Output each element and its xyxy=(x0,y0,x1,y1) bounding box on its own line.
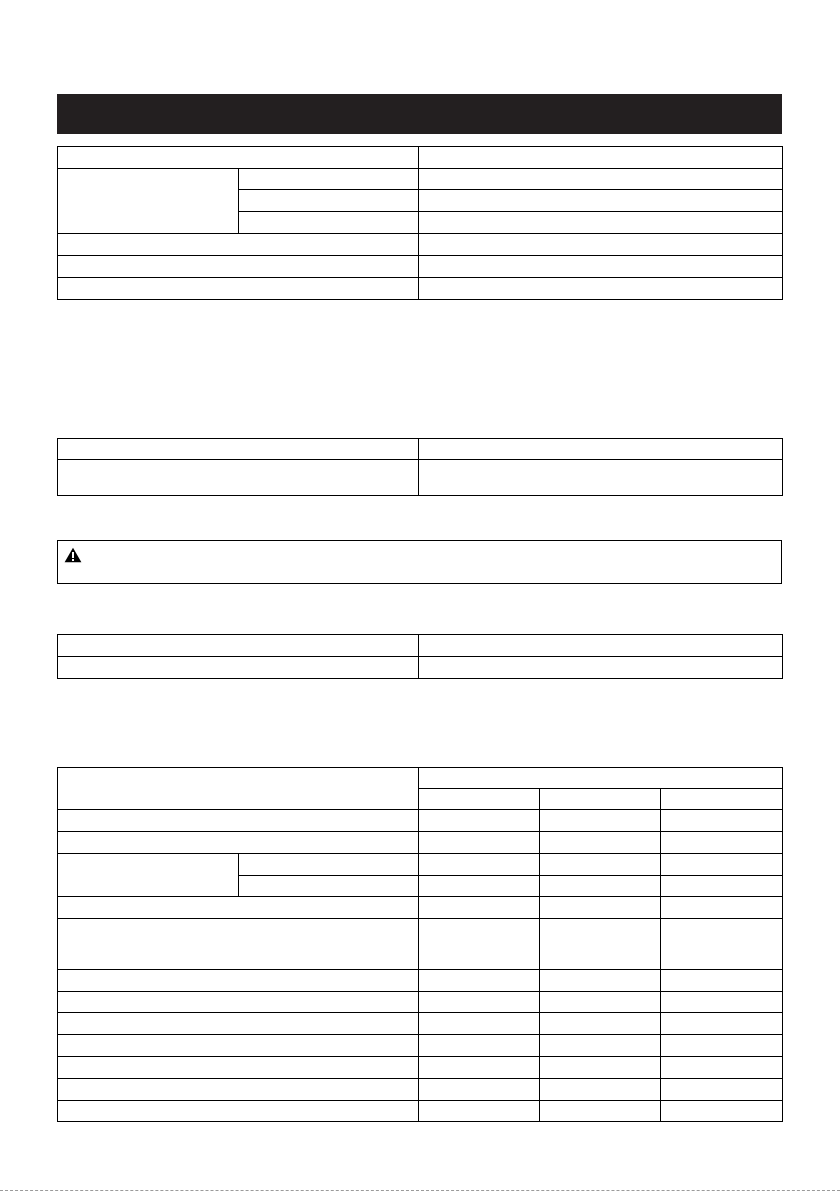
table-cell-value xyxy=(661,897,783,919)
table-cell-value xyxy=(419,635,783,657)
table-cell-value xyxy=(540,1035,661,1057)
table-cell-value xyxy=(419,876,540,897)
table-cell-label xyxy=(58,1013,419,1035)
table-cell-label xyxy=(58,460,419,496)
table-cell-label xyxy=(58,1101,419,1122)
warning-box xyxy=(57,540,782,584)
table-cell-sublabel xyxy=(239,876,419,897)
table-row xyxy=(58,992,783,1013)
table-cell-label xyxy=(58,832,419,854)
table-row xyxy=(58,1079,783,1101)
table-row xyxy=(58,460,783,496)
table-cell-value xyxy=(419,439,783,460)
table-cell-label xyxy=(58,657,419,679)
page-bottom-rule xyxy=(0,1190,840,1191)
table-cell-label xyxy=(58,1035,419,1057)
table-cell-value xyxy=(419,1101,540,1122)
table-cell-value xyxy=(419,992,540,1013)
table-cell-sublabel xyxy=(239,854,419,876)
table-cell-header-label xyxy=(58,768,419,810)
table-cell-value xyxy=(661,919,783,970)
table-row xyxy=(58,635,783,657)
table-row xyxy=(58,1057,783,1079)
table-cell-label xyxy=(58,256,419,278)
table-row xyxy=(58,854,783,876)
table-cell-label xyxy=(58,635,419,657)
table-row xyxy=(58,439,783,460)
table-cell-value xyxy=(419,460,783,496)
table-row xyxy=(58,810,783,832)
table-cell-value xyxy=(540,876,661,897)
table-cell-group-label xyxy=(58,854,239,897)
table-cell-label xyxy=(58,234,419,256)
table-cell-value xyxy=(661,970,783,992)
table-row xyxy=(58,256,783,278)
spec-table-2 xyxy=(57,438,783,496)
table-cell-value xyxy=(540,810,661,832)
table-cell-value xyxy=(419,1079,540,1101)
table-row xyxy=(58,657,783,679)
table-cell-value xyxy=(661,832,783,854)
table-cell-value xyxy=(419,1035,540,1057)
table-cell-value xyxy=(419,147,783,169)
spec-table-3 xyxy=(57,634,783,679)
table-cell-label xyxy=(58,970,419,992)
table-cell-sublabel xyxy=(239,212,419,234)
table-cell-value xyxy=(661,1079,783,1101)
table-row xyxy=(58,768,783,789)
table-cell-header-col xyxy=(661,789,783,810)
table-cell-value xyxy=(661,1057,783,1079)
table-cell-value xyxy=(661,854,783,876)
table-cell-value xyxy=(540,854,661,876)
spec-table-4 xyxy=(57,767,783,1122)
table-cell-value xyxy=(419,1013,540,1035)
table-row xyxy=(58,278,783,300)
spec-table-1 xyxy=(57,146,783,300)
table-cell-value xyxy=(419,832,540,854)
table-cell-value xyxy=(419,234,783,256)
table-row xyxy=(58,1035,783,1057)
table-cell-value xyxy=(540,1079,661,1101)
table-row xyxy=(58,897,783,919)
table-cell-value xyxy=(540,897,661,919)
table-cell-value xyxy=(419,169,783,190)
table-cell-value xyxy=(661,992,783,1013)
table-row xyxy=(58,919,783,970)
table-cell-value xyxy=(661,1013,783,1035)
table-cell-value xyxy=(419,854,540,876)
table-cell-label xyxy=(58,147,419,169)
table-cell-label xyxy=(58,278,419,300)
table-cell-value xyxy=(419,919,540,970)
table-row xyxy=(58,970,783,992)
table-cell-value xyxy=(419,278,783,300)
table-cell-value xyxy=(661,810,783,832)
table-cell-label xyxy=(58,919,419,970)
table-cell-value xyxy=(540,919,661,970)
table-cell-value xyxy=(540,1013,661,1035)
table-cell-sublabel xyxy=(239,169,419,190)
table-cell-value xyxy=(419,897,540,919)
table-cell-group-label xyxy=(58,169,239,234)
table-cell-value xyxy=(419,1057,540,1079)
table-cell-value xyxy=(661,1035,783,1057)
table-cell-label xyxy=(58,1057,419,1079)
table-row xyxy=(58,1101,783,1122)
table-cell-value xyxy=(419,212,783,234)
table-cell-value xyxy=(419,190,783,212)
table-row xyxy=(58,1013,783,1035)
table-cell-sublabel xyxy=(239,190,419,212)
table-cell-value xyxy=(540,832,661,854)
table-cell-value xyxy=(419,970,540,992)
table-cell-value xyxy=(419,810,540,832)
table-row xyxy=(58,147,783,169)
table-cell-header-col xyxy=(419,789,540,810)
table-cell-header-col xyxy=(540,789,661,810)
table-cell-label xyxy=(58,810,419,832)
table-cell-value xyxy=(661,1101,783,1122)
table-cell-value xyxy=(661,876,783,897)
table-cell-label xyxy=(58,897,419,919)
table-cell-label xyxy=(58,992,419,1013)
table-cell-label xyxy=(58,439,419,460)
table-cell-header-group xyxy=(419,768,783,789)
table-cell-value xyxy=(540,970,661,992)
table-cell-value xyxy=(540,992,661,1013)
table-row xyxy=(58,234,783,256)
table-cell-value xyxy=(419,657,783,679)
table-cell-value xyxy=(419,256,783,278)
section-header-bar xyxy=(57,94,782,134)
table-row xyxy=(58,169,783,190)
table-row xyxy=(58,832,783,854)
table-cell-value xyxy=(540,1057,661,1079)
table-cell-value xyxy=(540,1101,661,1122)
table-cell-label xyxy=(58,1079,419,1101)
warning-triangle-icon xyxy=(64,547,82,563)
